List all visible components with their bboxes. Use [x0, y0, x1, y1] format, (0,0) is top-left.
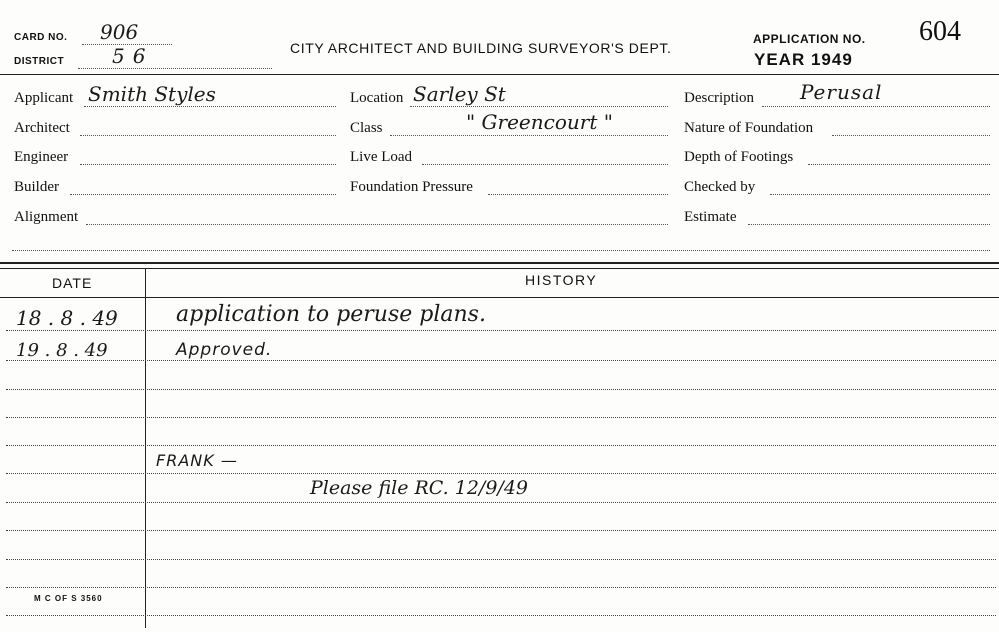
class-label: Class [350, 120, 383, 136]
form-code: M C OF S 3560 [34, 594, 103, 603]
district-label: DISTRICT [14, 56, 65, 67]
history-top-rule [0, 262, 999, 264]
description-line [762, 106, 990, 107]
class-line [390, 135, 668, 136]
date-header: DATE [52, 275, 93, 291]
blank-line [12, 250, 990, 251]
district-line [78, 68, 272, 69]
application-no-value: 604 [919, 16, 961, 47]
history-entry-date: 19 . 8 . 49 [16, 340, 108, 361]
history-header: HISTORY [525, 272, 598, 288]
year-label: YEAR 1949 [754, 50, 853, 69]
applicant-value: Smith Styles [88, 82, 216, 106]
header-rule [0, 74, 999, 75]
location-label: Location [350, 90, 404, 106]
applicant-line [84, 106, 336, 107]
history-row-line [6, 615, 996, 616]
history-row-line [6, 360, 996, 361]
history-row-line [6, 530, 996, 531]
depth-footings-line [808, 164, 990, 165]
history-row-line [6, 417, 996, 418]
alignment-label: Alignment [14, 209, 79, 225]
history-row-line [6, 559, 996, 560]
location-value: Sarley St [413, 82, 506, 106]
estimate-line [748, 224, 990, 225]
architect-line [80, 135, 336, 136]
location-line [410, 106, 668, 107]
date-column-divider [145, 268, 146, 628]
estimate-label: Estimate [684, 209, 737, 225]
class-value: " Greencourt " [466, 110, 613, 134]
history-row-line [6, 473, 996, 474]
nature-foundation-line [832, 135, 990, 136]
history-entry-text: Approved. [176, 340, 273, 360]
architect-label: Architect [14, 120, 70, 136]
history-entry-date: 18 . 8 . 49 [16, 306, 118, 330]
application-no-label: APPLICATION NO. [753, 32, 866, 46]
history-note-file: Please file RC. 12/9/49 [310, 477, 528, 499]
history-note-frank: FRANK — [156, 451, 238, 470]
history-row-line [6, 445, 996, 446]
depth-footings-label: Depth of Footings [684, 149, 794, 165]
history-top-rule-2 [0, 268, 999, 269]
checked-by-line [770, 194, 990, 195]
history-header-rule [0, 297, 999, 298]
checked-by-label: Checked by [684, 179, 756, 195]
live-load-line [422, 164, 668, 165]
engineer-line [80, 164, 336, 165]
history-entry-text: application to peruse plans. [176, 302, 486, 327]
foundation-pressure-label: Foundation Pressure [350, 179, 473, 195]
alignment-line [86, 224, 668, 225]
card-no-value: 906 [100, 20, 139, 44]
department-title: CITY ARCHITECT AND BUILDING SURVEYOR'S DEPT. [290, 40, 672, 56]
nature-foundation-label: Nature of Foundation [684, 120, 814, 136]
history-row-line [6, 330, 996, 331]
live-load-label: Live Load [350, 149, 413, 165]
history-row-line [6, 389, 996, 390]
description-value: Perusal [800, 80, 883, 104]
history-row-line [6, 502, 996, 503]
applicant-label: Applicant [14, 90, 74, 106]
builder-line [70, 194, 336, 195]
builder-label: Builder [14, 179, 59, 195]
card-no-label: CARD NO. [14, 32, 68, 43]
history-row-line [6, 587, 996, 588]
engineer-label: Engineer [14, 149, 69, 165]
district-value: 56 [112, 44, 154, 68]
description-label: Description [684, 90, 754, 106]
foundation-pressure-line [488, 194, 668, 195]
